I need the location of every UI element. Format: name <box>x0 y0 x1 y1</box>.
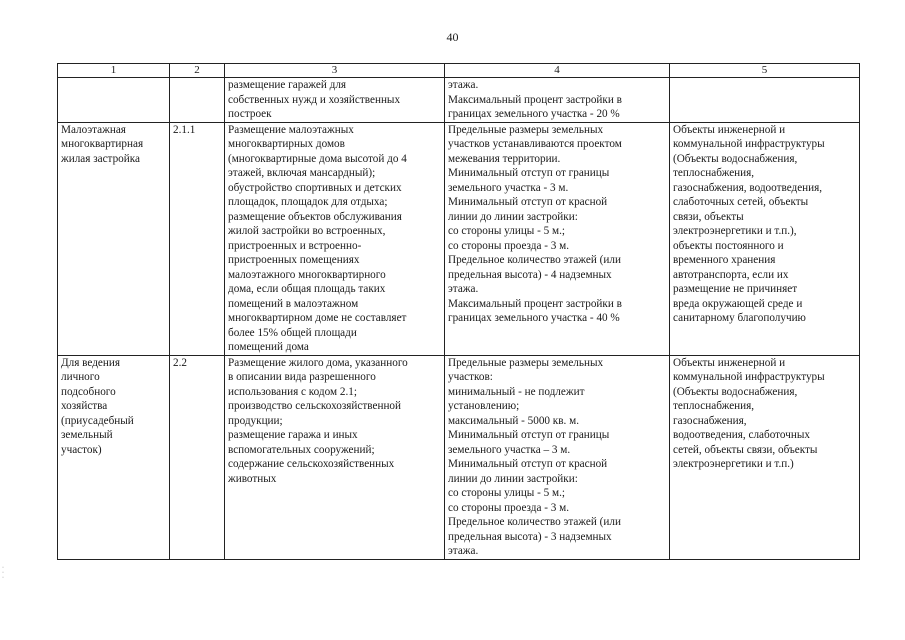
cell-text-line: земельного участка – 3 м. <box>448 443 571 456</box>
cell-text-line: размещение не причиняет <box>673 283 798 295</box>
cell-text-line: участок) <box>61 443 102 456</box>
cell-text-line: со стороны улицы - 5 м.; <box>448 225 566 237</box>
cell-text-line: пристроенных и встроенно- <box>228 239 362 252</box>
cell-text-line: пристроенных помещениях <box>228 254 360 266</box>
cell-text-line: построек <box>228 108 272 120</box>
cell-infrastructure <box>670 355 860 559</box>
cell-text-line: (Объекты водоснабжения, <box>673 385 798 398</box>
cell-text-line: Минимальный отступ от границы <box>448 167 610 179</box>
cell-text-line: этажа. <box>448 79 479 91</box>
cell-use-name <box>58 355 170 559</box>
cell-text-line: Размещение жилого дома, указанного <box>228 356 408 369</box>
cell-text-line: Предельное количество этажей (или <box>448 516 621 528</box>
cell-text-line: газоснабжения, водоотведения, <box>673 181 823 194</box>
cell-text-line: в описании вида разрешенного <box>228 371 376 383</box>
cell-text-line: Для ведения <box>61 356 120 369</box>
cell-text-line: границах земельного участка - 20 % <box>448 108 620 120</box>
table-row <box>58 355 860 559</box>
cell-text-line: линии до линии застройки: <box>448 472 578 485</box>
column-number: 4 <box>445 64 670 78</box>
cell-text-line: помещений в малоэтажном <box>228 297 359 310</box>
cell-text-line: участков устанавливаются проектом <box>448 138 622 150</box>
cell-text-line: обустройство спортивных и детских <box>228 181 402 194</box>
cell-text-line: более 15% общей площади <box>228 326 357 339</box>
cell-text-line: продукции; <box>228 414 283 427</box>
cell-text-line: коммунальной инфраструктуры <box>673 138 825 150</box>
cell-text-line: санитарному благополучию <box>673 312 806 324</box>
cell-text-line: хозяйства <box>61 400 108 412</box>
margin-scan-marks: · · · <box>2 565 4 581</box>
cell-infrastructure <box>670 122 860 355</box>
cell-text-line: размещение гаража и иных <box>228 429 358 441</box>
cell-text-line: использования с кодом 2.1; <box>228 385 357 398</box>
cell-text-line: Максимальный процент застройки в <box>448 297 622 310</box>
table-row <box>58 122 860 355</box>
cell-text-line: Предельное количество этажей (или <box>448 254 621 266</box>
cell-text-line: связи, объекты <box>673 210 744 223</box>
cell-text-line: Предельные размеры земельных <box>448 123 604 136</box>
cell-text-line: земельного участка - 3 м. <box>448 181 569 194</box>
cell-text-line: Минимальный отступ от красной <box>448 196 608 208</box>
cell-text-line: этажей, включая мансардный); <box>228 167 376 179</box>
cell-text-line: коммунальной инфраструктуры <box>673 371 825 383</box>
cell-text-line: 2.1.1 <box>173 123 196 136</box>
cell-text-line: предельная высота) - 4 надземных <box>448 268 612 281</box>
cell-text-line: теплоснабжения, <box>673 400 755 412</box>
page-number: 40 <box>446 30 459 44</box>
cell-text-line: слаботочных сетей, объекты <box>673 196 809 208</box>
cell-text-line: со стороны проезда - 3 м. <box>448 239 570 252</box>
cell-text-line: земельный <box>61 429 113 441</box>
cell-text-line: участков: <box>448 371 493 383</box>
cell-use-code <box>170 355 225 559</box>
table-row <box>58 78 860 123</box>
cell-text-line: Малоэтажная <box>61 123 126 136</box>
cell-text-line: межевания территории. <box>448 152 561 165</box>
cell-text-line: теплоснабжения, <box>673 167 755 179</box>
cell-use-description <box>225 78 445 123</box>
cell-text-line: газоснабжения, <box>673 414 747 427</box>
cell-text-line: (многоквартирные дома высотой до 4 <box>228 152 407 165</box>
cell-text-line: многоквартирном доме не составляет <box>228 312 407 324</box>
cell-text-line: личного <box>61 371 100 383</box>
cell-use-description <box>225 355 445 559</box>
cell-text-line: площадок, площадок для отдыха; <box>228 196 388 208</box>
cell-text-line: электроэнергетики и т.п.) <box>673 458 794 470</box>
cell-use-code <box>170 78 225 123</box>
cell-parameters <box>445 78 670 123</box>
cell-text-line: автотранспорта, если их <box>673 268 789 281</box>
cell-text-line: со стороны проезда - 3 м. <box>448 501 570 514</box>
cell-text-line: многоквартирных домов <box>228 138 345 150</box>
cell-text-line: Объекты инженерной и <box>673 123 786 136</box>
cell-text-line: Минимальный отступ от границы <box>448 429 610 441</box>
cell-text-line: этажа. <box>448 545 479 557</box>
column-number: 3 <box>225 64 445 78</box>
cell-text-line: собственных нужд и хозяйственных <box>228 93 401 106</box>
column-number-row <box>58 64 860 78</box>
cell-text-line: минимальный - не подлежит <box>448 385 585 398</box>
cell-text-line: Минимальный отступ от красной <box>448 458 608 470</box>
cell-text-line: вспомогательных сооружений; <box>228 443 375 456</box>
cell-text-line: предельная высота) - 3 надземных <box>448 530 612 543</box>
cell-text-line: подсобного <box>61 385 116 398</box>
cell-text-line: малоэтажного многоквартирного <box>228 268 386 281</box>
column-number: 2 <box>170 64 225 78</box>
cell-text-line: многоквартирная <box>61 138 144 150</box>
column-number: 5 <box>670 64 860 78</box>
cell-text-line: жилой застройки во встроенных, <box>228 225 386 237</box>
cell-use-name <box>58 78 170 123</box>
cell-text-line: временного хранения <box>673 254 776 266</box>
cell-text-line: (приусадебный <box>61 414 134 427</box>
cell-text-line: вреда окружающей среде и <box>673 297 803 310</box>
cell-text-line: 2.2 <box>173 356 187 369</box>
cell-text-line: размещение гаражей для <box>228 79 347 91</box>
cell-text-line: со стороны улицы - 5 м.; <box>448 487 566 499</box>
cell-text-line: помещений дома <box>228 341 309 353</box>
cell-text-line: этажа. <box>448 283 479 295</box>
cell-parameters <box>445 355 670 559</box>
cell-text-line: объекты постоянного и <box>673 239 784 252</box>
cell-text-line: Максимальный процент застройки в <box>448 93 622 106</box>
cell-text-line: жилая застройка <box>61 152 140 165</box>
cell-infrastructure <box>670 78 860 123</box>
cell-text-line: Объекты инженерной и <box>673 356 786 369</box>
cell-parameters <box>445 122 670 355</box>
cell-text-line: (Объекты водоснабжения, <box>673 152 798 165</box>
cell-text-line: максимальный - 5000 кв. м. <box>448 414 579 427</box>
cell-text-line: линии до линии застройки: <box>448 210 578 223</box>
zoning-table <box>57 63 860 560</box>
cell-text-line: сетей, объекты связи, объекты <box>673 443 818 456</box>
cell-use-name <box>58 122 170 355</box>
cell-use-code <box>170 122 225 355</box>
cell-text-line: электроэнергетики и т.п.), <box>673 225 797 237</box>
cell-text-line: дома, если общая площадь таких <box>228 283 386 295</box>
cell-text-line: содержание сельскохозяйственных <box>228 458 395 470</box>
cell-text-line: Размещение малоэтажных <box>228 123 354 136</box>
cell-text-line: водоотведения, слаботочных <box>673 429 810 441</box>
cell-text-line: размещение объектов обслуживания <box>228 210 402 223</box>
cell-text-line: границах земельного участка - 40 % <box>448 312 620 324</box>
cell-text-line: животных <box>228 472 277 485</box>
column-number: 1 <box>58 64 170 78</box>
cell-text-line: Предельные размеры земельных <box>448 356 604 369</box>
cell-use-description <box>225 122 445 355</box>
cell-text-line: производство сельскохозяйственной <box>228 400 402 412</box>
cell-text-line: установлению; <box>448 400 520 412</box>
